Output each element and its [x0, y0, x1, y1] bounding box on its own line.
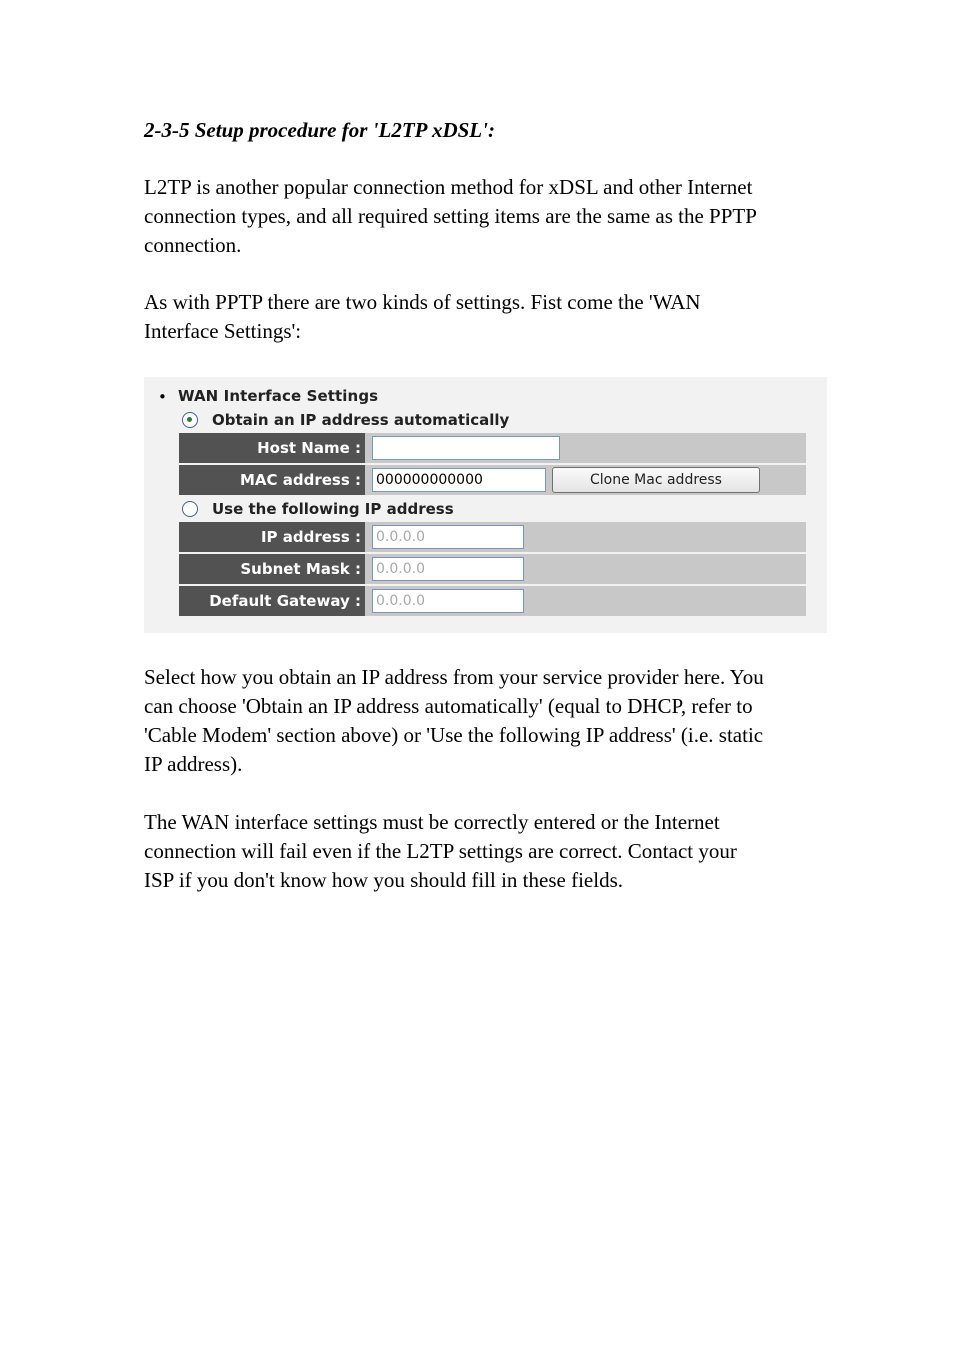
radio-obtain-automatically[interactable]: [182, 410, 509, 430]
settings-intro-line: As with PPTP there are two kinds of settings. Fist come the 'WAN: [144, 290, 701, 314]
ip-address-input[interactable]: 0.0.0.0: [372, 525, 524, 549]
intro-line: connection types, and all required setting items are the same as the PPTP: [144, 204, 757, 228]
default-gateway-row: [179, 586, 806, 616]
bullet-icon: •: [158, 388, 167, 406]
radio-use-following-ip-label: Use the following IP address: [212, 500, 454, 518]
subnet-mask-label: Subnet Mask :: [179, 554, 365, 584]
warning-line: ISP if you don't know how you should fill in these fields.: [144, 868, 623, 892]
warning-line: connection will fail even if the L2TP settings are correct. Contact your: [144, 839, 737, 863]
intro-paragraph: [144, 173, 824, 260]
explanation-line: IP address).: [144, 752, 243, 776]
mac-address-input[interactable]: 000000000000: [372, 468, 546, 492]
subnet-mask-row: [179, 554, 806, 584]
warning-line: The WAN interface settings must be correctly entered or the Internet: [144, 810, 720, 834]
explanation-line: can choose 'Obtain an IP address automatically' (equal to DHCP, refer to: [144, 694, 753, 718]
warning-paragraph: [144, 808, 824, 895]
explanation-line: 'Cable Modem' section above) or 'Use the following IP address' (i.e. static: [144, 723, 764, 747]
explanation-line: Select how you obtain an IP address from your service provider here. You: [144, 665, 764, 689]
radio-use-following-ip[interactable]: [182, 499, 454, 519]
settings-intro-line: Interface Settings':: [144, 319, 302, 343]
mac-address-row: [179, 465, 806, 495]
ip-address-row: [179, 522, 806, 552]
intro-line: connection.: [144, 233, 242, 257]
radio-obtain-automatically-label: Obtain an IP address automatically: [212, 411, 510, 429]
subnet-mask-input[interactable]: 0.0.0.0: [372, 557, 524, 581]
explanation-paragraph: [144, 663, 824, 779]
default-gateway-label: Default Gateway :: [179, 586, 365, 616]
wan-settings-title: WAN Interface Settings: [178, 387, 379, 405]
intro-line: L2TP is another popular connection method for xDSL and other Internet: [144, 175, 753, 199]
clone-mac-address-button[interactable]: Clone Mac address: [552, 467, 760, 493]
radio-unchecked-icon[interactable]: [182, 501, 198, 517]
section-heading: 2-3-5 Setup procedure for 'L2TP xDSL':: [144, 118, 495, 142]
host-name-label: Host Name :: [179, 433, 365, 463]
settings-intro-paragraph: [144, 288, 824, 346]
host-name-row: [179, 433, 806, 463]
default-gateway-input[interactable]: 0.0.0.0: [372, 589, 524, 613]
mac-address-label: MAC address :: [179, 465, 365, 495]
ip-address-label: IP address :: [179, 522, 365, 552]
wan-interface-settings-screenshot: [144, 377, 827, 633]
host-name-input[interactable]: [372, 436, 560, 460]
radio-checked-icon[interactable]: [182, 412, 198, 428]
